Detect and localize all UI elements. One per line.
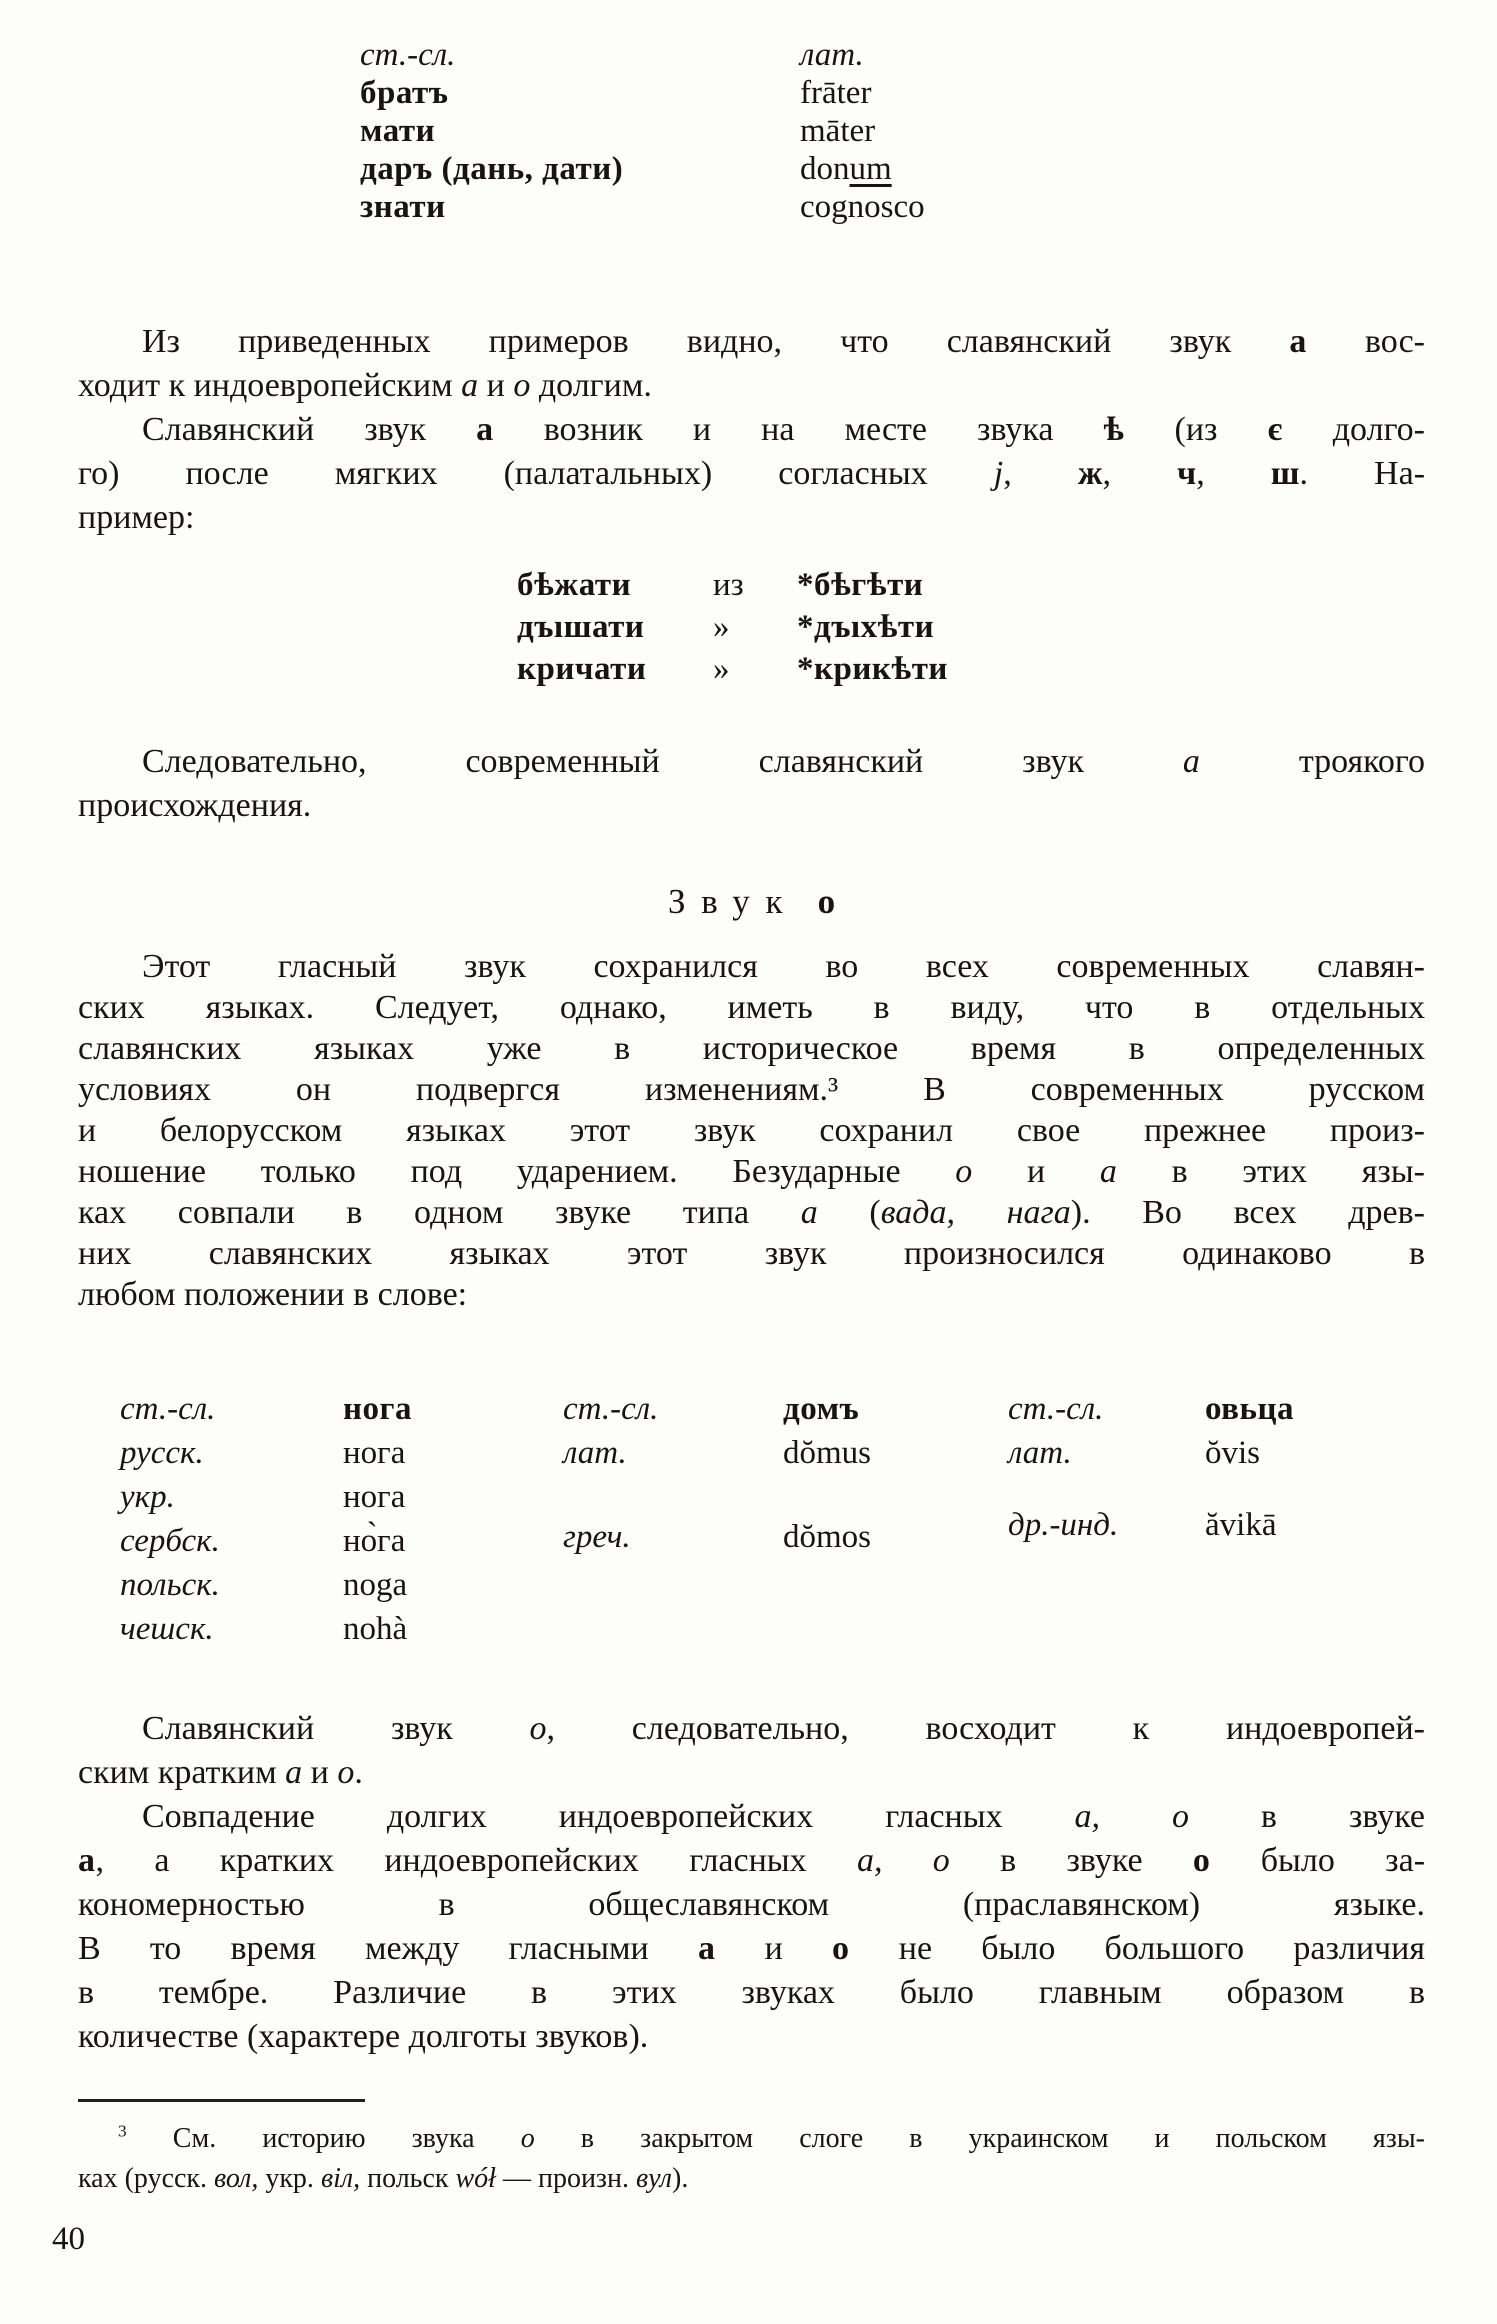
- text-line: Славянский звук о, следовательно, восходит к индоевропей-: [142, 1710, 1425, 1747]
- table-cell-language: чешск.: [120, 1611, 214, 1647]
- table-cell-source: *дъıхѣти: [797, 609, 935, 645]
- paragraph-conclusion-o: [78, 1707, 1425, 1795]
- table-cell-relation: »: [713, 651, 730, 687]
- cognate-group-ovica: [1008, 1387, 1294, 1547]
- table-row: [1008, 1387, 1294, 1431]
- footnote-divider: [78, 2099, 365, 2102]
- paragraph-conclusion-a: [78, 740, 1425, 828]
- text-line: славянских языках уже в историческое время в определенных: [78, 1030, 1425, 1067]
- text-line: кономерностью в общеславянском (праславянском) языке.: [78, 1886, 1425, 1923]
- page-number: 40: [52, 2221, 85, 2257]
- text-line: в тембре. Различие в этих звуках было главным образом в: [78, 1974, 1425, 2011]
- text-line: В то время между гласными а и о не было большого различия: [78, 1930, 1425, 1967]
- table-cell-source: *бѣгѣти: [797, 567, 924, 603]
- table-cell-language: русск.: [120, 1435, 204, 1471]
- footnote-line: ках (русск. вол, укр. віл, польск wół — произн. вул).: [78, 2163, 689, 2194]
- table-row: [517, 606, 1425, 648]
- table-cell-slavic: мати: [360, 113, 436, 149]
- text-line: Этот гласный звук сохранился во всех современных славян-: [142, 948, 1425, 985]
- table-cell-slavic: знати: [360, 189, 446, 225]
- footnote-line: $^3$ См. историю звука о в закрытом слоге в украинском и польском язы-: [118, 2121, 1425, 2154]
- table-row: [120, 1387, 412, 1431]
- table-cell-language: лат.: [563, 1435, 627, 1471]
- table-row: [360, 188, 1425, 226]
- table-cell-word: бѣжати: [517, 567, 632, 603]
- paragraph-coincidence: [78, 1795, 1425, 2059]
- table-cell-word: ŏvis: [1205, 1435, 1261, 1471]
- text-line: ках совпали в одном звуке типа а (вада, нага). Во всех древ-: [78, 1194, 1425, 1231]
- text-line: Из приведенных примеров видно, что славянский звук а вос-: [142, 323, 1425, 360]
- table-cell-language: лат.: [1008, 1435, 1072, 1471]
- table-cell-language: греч.: [563, 1519, 631, 1555]
- table-row: [120, 1519, 412, 1563]
- text-line: условиях он подвергся изменениям.³ В современных русском: [78, 1071, 1425, 1108]
- text-line: го) после мягких (палатальных) согласных j, ж, ч, ш. На-: [78, 455, 1426, 492]
- table-cell-word: nohà: [343, 1611, 408, 1647]
- cognates-table: [78, 1387, 1425, 1659]
- table-row: [120, 1607, 412, 1651]
- text-line: и белорусском языках этот звук сохранил свое прежнее произ-: [78, 1112, 1425, 1149]
- table-cell-relation: »: [713, 609, 730, 645]
- text-line: ходит к индоевропейским а и о долгим.: [78, 367, 652, 404]
- table-cell-word: но̀га: [343, 1523, 406, 1559]
- table-cell-slavic-header: ст.-сл.: [360, 37, 456, 73]
- correspondence-table-top: [360, 36, 1425, 226]
- table-row: [120, 1563, 412, 1607]
- table-cell-language: ст.-сл.: [1008, 1391, 1104, 1427]
- paragraph-sound-a-origin: [78, 320, 1425, 408]
- table-cell-word: домъ: [783, 1391, 860, 1427]
- table-cell-word: нога: [343, 1391, 412, 1427]
- table-row: [360, 74, 1425, 112]
- table-cell-word: noga: [343, 1567, 408, 1603]
- text-line: пример:: [78, 499, 195, 536]
- text-line: них славянских языках этот звук произносился одинаково в: [78, 1235, 1425, 1272]
- table-cell-latin: frāter: [800, 75, 872, 111]
- table-row: [360, 112, 1425, 150]
- table-cell-language: укр.: [120, 1479, 175, 1515]
- heading-sound-letter: о: [817, 882, 836, 921]
- table-cell-word: dŏmus: [783, 1435, 872, 1471]
- table-cell-language: польск.: [120, 1567, 220, 1603]
- cognate-group-noga: [120, 1387, 412, 1651]
- table-cell-word: дъıшати: [517, 609, 645, 645]
- table-cell-language: ст.-сл.: [120, 1391, 216, 1427]
- text-line: Следовательно, современный славянский звук а троякого: [142, 743, 1425, 780]
- table-cell-latin: māter: [800, 113, 876, 149]
- table-cell-relation: из: [713, 567, 744, 603]
- footnote: [78, 2119, 1425, 2199]
- text-line: Совпадение долгих индоевропейских гласных а, о в звуке: [142, 1798, 1425, 1835]
- table-row: [1008, 1431, 1294, 1475]
- table-row: [120, 1475, 412, 1519]
- text-line: ских языках. Следует, однако, иметь в виду, что в отдельных: [78, 989, 1425, 1026]
- table-row: [563, 1431, 871, 1475]
- table-cell-source: *крикѣти: [797, 651, 948, 687]
- paragraph-sound-o-description: [78, 946, 1425, 1315]
- table-cell-word: кричати: [517, 651, 647, 687]
- table-cell-word: ăvikā: [1205, 1507, 1277, 1543]
- table-cell-word: нога: [343, 1435, 406, 1471]
- text-line: Славянский звук а возник и на месте звука ѣ (из є долго-: [142, 411, 1425, 448]
- cognate-group-domu: [563, 1387, 871, 1559]
- table-cell-word: нога: [343, 1479, 406, 1515]
- table-cell-slavic: братъ: [360, 75, 449, 111]
- text-line: а, а кратких индоевропейских гласных а, о в звуке о было за-: [78, 1842, 1426, 1879]
- table-cell-word: овьца: [1205, 1391, 1294, 1427]
- table-cell-language: сербск.: [120, 1523, 220, 1559]
- text-line: ношение только под ударением. Безударные о и а в этих язы-: [78, 1153, 1426, 1190]
- table-row: [517, 648, 1425, 690]
- table-cell-language: др.-инд.: [1008, 1507, 1119, 1543]
- table-cell-latin: cognosco: [800, 189, 925, 225]
- table-row: [360, 150, 1425, 188]
- table-row: [563, 1515, 871, 1559]
- table-row: [563, 1387, 871, 1431]
- section-heading-sound-o: [78, 880, 1425, 924]
- heading-word: Звук: [667, 882, 799, 921]
- table-cell-language: ст.-сл.: [563, 1391, 659, 1427]
- table-cell-word: dŏmos: [783, 1519, 872, 1555]
- table-row: [1008, 1503, 1294, 1547]
- text-line: происхождения.: [78, 787, 312, 824]
- table-row: [120, 1431, 412, 1475]
- text-line: любом положении в слове:: [78, 1276, 468, 1313]
- text-line: количестве (характере долготы звуков).: [78, 2018, 649, 2055]
- table-cell-slavic: даръ (дань, дати): [360, 151, 624, 187]
- derivation-table: [517, 564, 1425, 690]
- table-cell-latin: donum: [800, 151, 892, 187]
- text-line: ским кратким а и о.: [78, 1754, 363, 1791]
- table-cell-latin-header: лат.: [800, 37, 864, 73]
- table-row: [517, 564, 1425, 606]
- paragraph-sound-a-yat: [78, 408, 1425, 540]
- table-row: [360, 36, 1425, 74]
